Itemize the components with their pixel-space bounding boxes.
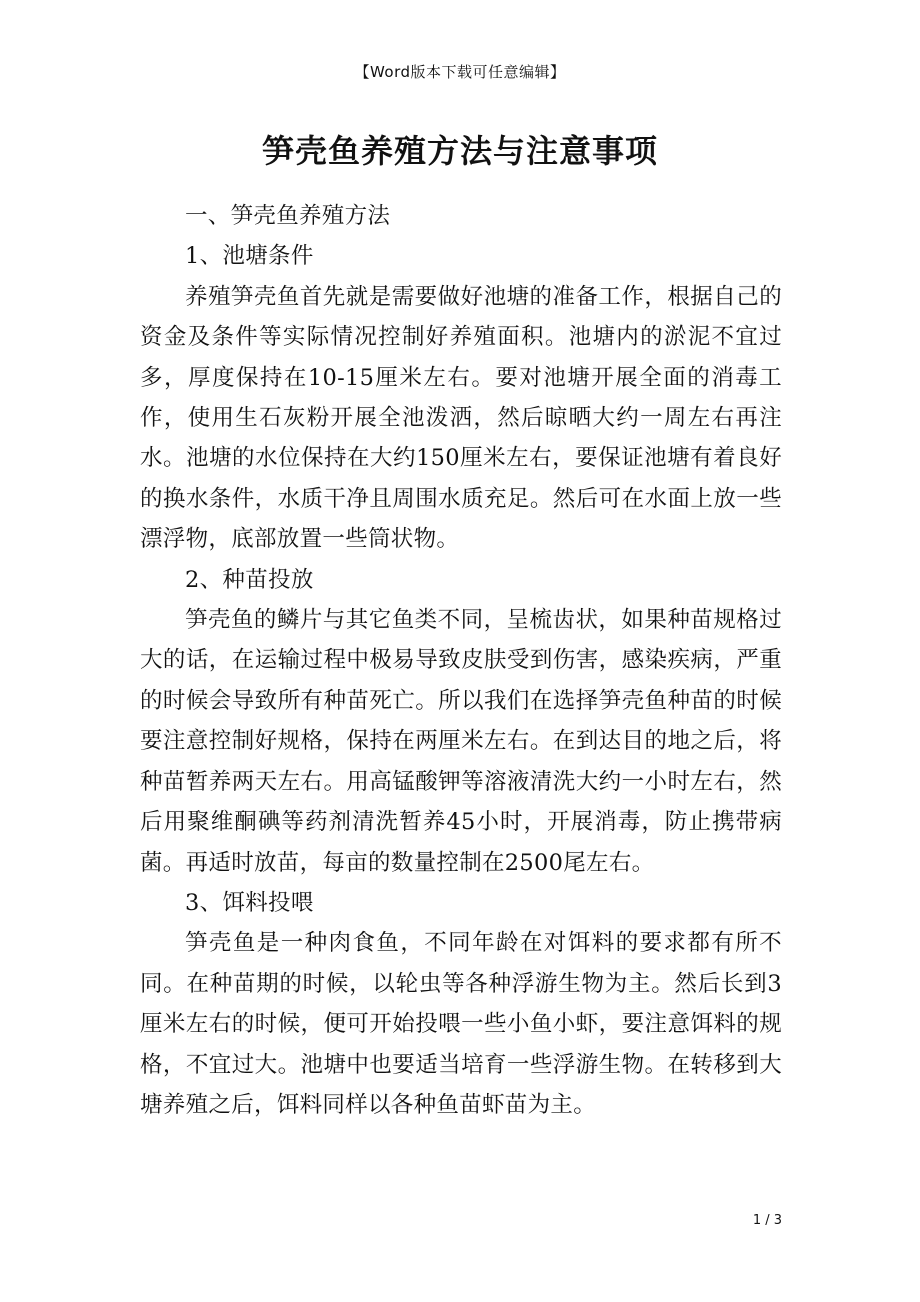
- subsection-heading: 1、池塘条件: [185, 243, 314, 270]
- body-paragraph: 笋壳鱼是一种肉食鱼，不同年龄在对饵料的要求都有所不同。在种苗期的时候，以轮虫等各种浮游生物为主。然后长到3厘米左右的时候，便可开始投喂一些小鱼小虾，要注意饵料的规格，不宜过大。池塘中也要适当培育一些浮游生物。在转移到大塘养殖之后，饵料同样以各种鱼苗虾苗为主。: [140, 930, 782, 1118]
- header-note: 【Word版本下载可任意编辑】: [354, 63, 566, 81]
- body-paragraph: 笋壳鱼的鳞片与其它鱼类不同，呈梳齿状，如果种苗规格过大的话，在运输过程中极易导致皮肤受到伤害，感染疾病，严重的时候会导致所有种苗死亡。所以我们在选择笋壳鱼种苗的时候要注意控制好规格，保持在两厘米左右。在到达目的地之后，将种苗暂养两天左右。用高锰酸钾等溶液清洗大约一小时左右，然后用聚维酮碘等药剂清洗暂养45小时，开展消毒，防止携带病菌。再适时放苗，每亩的数量控制在2500尾左右。: [140, 607, 782, 876]
- document-body: [140, 196, 782, 1125]
- document-title: 笋壳鱼养殖方法与注意事项: [261, 132, 658, 170]
- page-number: 1 / 3: [752, 1213, 782, 1228]
- subsection-heading: 2、种苗投放: [185, 566, 314, 593]
- subsection-heading: 3、饵料投喂: [185, 889, 314, 916]
- section-heading: 一、笋壳鱼养殖方法: [185, 203, 391, 229]
- body-paragraph: 养殖笋壳鱼首先就是需要做好池塘的准备工作，根据自己的资金及条件等实际情况控制好养殖面积。池塘内的淤泥不宜过多，厚度保持在10-15厘米左右。要对池塘开展全面的消毒工作，使用生石灰粉开展全池泼洒，然后晾晒大约一周左右再注水。池塘的水位保持在大约150厘米左右，要保证池塘有着良好的换水条件，水质干净且周围水质充足。然后可在水面上放一些漂浮物，底部放置一些筒状物。: [140, 283, 782, 553]
